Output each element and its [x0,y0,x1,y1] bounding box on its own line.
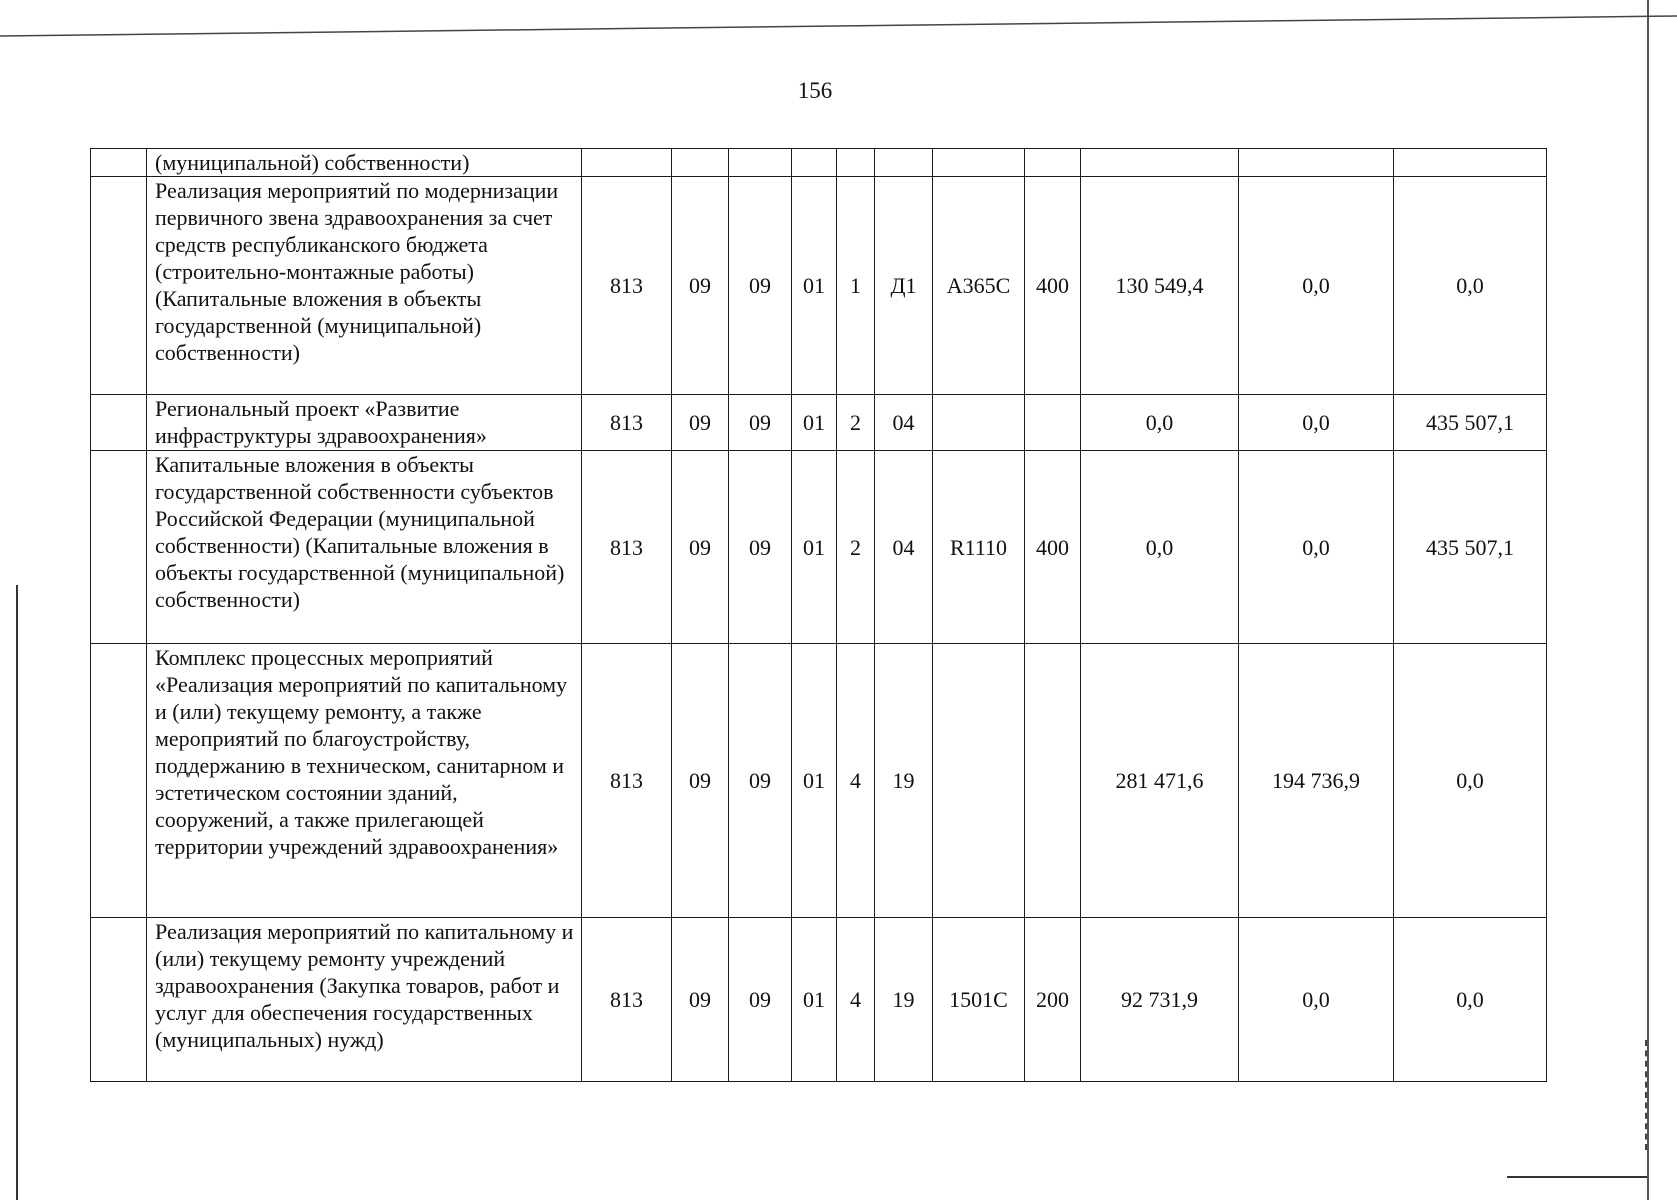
cell-direction: R1110 [933,451,1025,644]
cell-ministry-code: 813 [582,451,672,644]
scan-edge-bottom [1507,1176,1647,1178]
cell-program: 01 [792,451,837,644]
cell-measure: 04 [875,395,933,451]
cell-section: 09 [672,451,729,644]
cell-program: 01 [792,918,837,1082]
cell-amount-year1: 130 549,4 [1081,177,1239,395]
cell-subsection: 09 [729,644,792,918]
row-index-cell [91,395,147,451]
cell-amount-year2: 0,0 [1239,395,1394,451]
cell-subsection: 09 [729,177,792,395]
cell-program: 01 [792,177,837,395]
cell-expense-type: 200 [1025,918,1081,1082]
budget-table [90,148,1547,1082]
cell-direction: 1501С [933,918,1025,1082]
table-row [91,149,1547,177]
row-description: Капитальные вложения в объекты государственной собственности субъектов Российской Федерации (муниципальной собственности) (Капитальные вложения в объекты государственной (муниципальной) собственности) [147,451,582,644]
cell-expense-type: 400 [1025,451,1081,644]
table-row [91,918,1547,1082]
cell-amount-year3: 435 507,1 [1394,395,1547,451]
table-row [91,177,1547,395]
cell-measure: Д1 [875,177,933,395]
cell-amount-year2: 0,0 [1239,451,1394,644]
row-description: Региональный проект «Развитие инфраструктуры здравоохранения» [147,395,582,451]
row-index-cell [91,451,147,644]
cell-direction: А365С [933,177,1025,395]
cell-direction [933,644,1025,918]
cell-ministry-code: 813 [582,177,672,395]
cell-measure: 04 [875,451,933,644]
cell-amount-year3: 0,0 [1394,177,1547,395]
cell-direction [933,395,1025,451]
cell-amount-year2: 0,0 [1239,177,1394,395]
table-row [91,451,1547,644]
cell-amount-year1: 281 471,6 [1081,644,1239,918]
cell-subprogram: 4 [837,918,875,1082]
row-description: Реализация мероприятий по капитальному и (или) текущему ремонту учреждений здравоохранения (Закупка товаров, работ и услуг для обеспечения государственных (муниципальных) нужд) [147,918,582,1082]
page-number: 156 [797,78,833,103]
cell-program: 01 [792,395,837,451]
cell-amount-year3: 435 507,1 [1394,451,1547,644]
row-description: (муниципальной) собственности) [147,149,582,177]
cell-subprogram: 1 [837,177,875,395]
cell-program: 01 [792,644,837,918]
row-index-cell [91,177,147,395]
cell-subprogram: 2 [837,451,875,644]
row-description: Комплекс процессных мероприятий «Реализация мероприятий по капитальному и (или) текущему ремонту, а также мероприятий по благоустройству, поддержанию в техническом, санитарном и эстетическом состоянии зданий, сооружений, а также прилегающей территории учреждений здравоохранения» [147,644,582,918]
row-index-cell [91,918,147,1082]
cell-subprogram: 4 [837,644,875,918]
cell-section: 09 [672,395,729,451]
cell-subprogram: 2 [837,395,875,451]
cell-subsection: 09 [729,395,792,451]
scan-edge-dash [1645,1040,1649,1150]
cell-section [672,149,729,177]
cell-subsection [729,149,792,177]
cell-section: 09 [672,177,729,395]
cell-section: 09 [672,918,729,1082]
cell-measure [875,149,933,177]
cell-ministry-code: 813 [582,395,672,451]
cell-expense-type [1025,149,1081,177]
cell-amount-year3: 0,0 [1394,644,1547,918]
scan-edge-right [1647,0,1649,1200]
cell-amount-year2: 0,0 [1239,918,1394,1082]
cell-measure: 19 [875,644,933,918]
table-row [91,644,1547,918]
cell-measure: 19 [875,918,933,1082]
cell-direction [933,149,1025,177]
cell-amount-year2: 194 736,9 [1239,644,1394,918]
row-index-cell [91,644,147,918]
cell-amount-year3: 0,0 [1394,918,1547,1082]
cell-amount-year3 [1394,149,1547,177]
cell-amount-year2 [1239,149,1394,177]
cell-subsection: 09 [729,918,792,1082]
row-index-cell [91,149,147,177]
cell-subsection: 09 [729,451,792,644]
cell-amount-year1: 0,0 [1081,395,1239,451]
cell-section: 09 [672,644,729,918]
budget-table-body [91,149,1547,1082]
cell-ministry-code: 813 [582,644,672,918]
cell-amount-year1: 0,0 [1081,451,1239,644]
cell-program [792,149,837,177]
table-row [91,395,1547,451]
cell-subprogram [837,149,875,177]
scan-edge-top [0,14,1677,40]
cell-amount-year1 [1081,149,1239,177]
cell-expense-type [1025,644,1081,918]
cell-ministry-code: 813 [582,918,672,1082]
scan-edge-left [16,585,18,1200]
cell-expense-type [1025,395,1081,451]
cell-amount-year1: 92 731,9 [1081,918,1239,1082]
cell-ministry-code [582,149,672,177]
row-description: Реализация мероприятий по модернизации первичного звена здравоохранения за счет средств республиканского бюджета (строительно-монтажные работы) (Капитальные вложения в объекты государственной (муниципальной) собственности) [147,177,582,395]
cell-expense-type: 400 [1025,177,1081,395]
